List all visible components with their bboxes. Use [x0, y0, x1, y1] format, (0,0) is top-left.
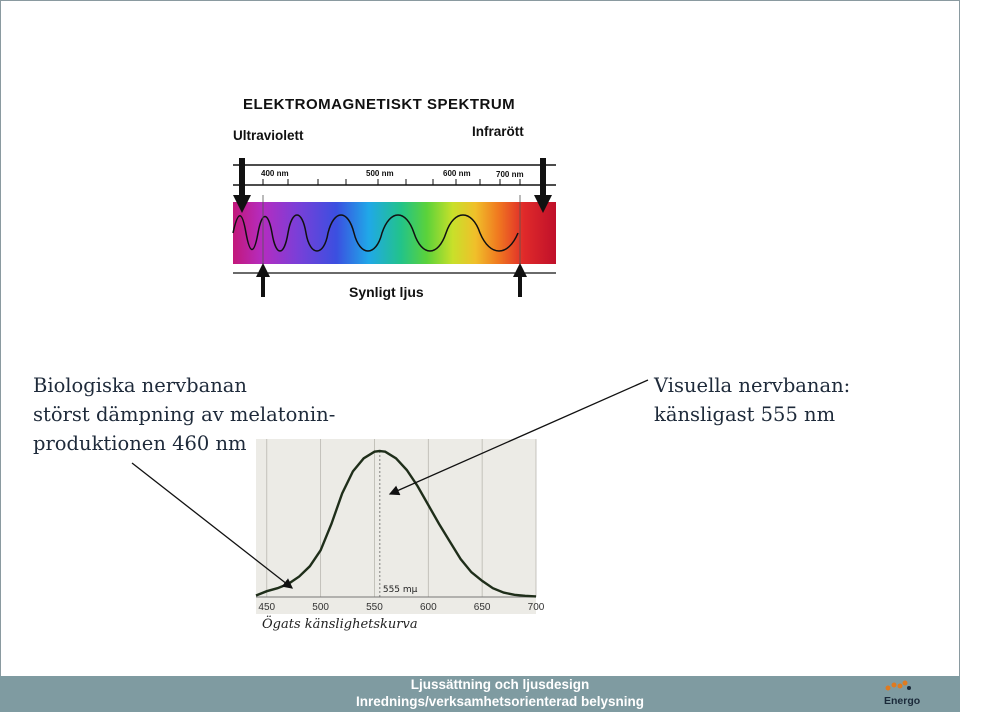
- x-tick-label: 550: [366, 602, 383, 613]
- x-tick-label: 700: [527, 602, 545, 613]
- tick-700: 700 nm: [496, 170, 524, 179]
- x-tick-label: 600: [419, 602, 437, 613]
- biological-pointer-arrow: [132, 463, 292, 588]
- biological-line-1: Biologiska nervbanan: [33, 374, 247, 397]
- x-tick-label: 650: [473, 602, 491, 613]
- footer-subtitle: Inrednings/verksamhetsorienterad belysning: [355, 694, 645, 709]
- x-tick-label: 450: [258, 602, 276, 613]
- biological-line-2: störst dämpning av melatonin-: [33, 403, 336, 426]
- visual-pointer-arrow: [390, 380, 648, 494]
- spectrum-title: ELEKTROMAGNETISKT SPEKTRUM: [243, 96, 516, 113]
- peak-label: 555 mμ: [382, 585, 418, 595]
- tick-400: 400 nm: [261, 169, 289, 178]
- visual-line-1: Visuella nervbanan:: [654, 374, 851, 397]
- logo-text: Energo: [884, 695, 921, 707]
- biological-line-3: produktionen 460 nm: [33, 432, 247, 455]
- footer-title: Ljussättning och ljusdesign: [410, 677, 590, 692]
- ultraviolet-label: Ultraviolett: [233, 128, 304, 143]
- tick-500: 500 nm: [366, 169, 394, 178]
- visible-light-label: Synligt ljus: [349, 284, 424, 300]
- curve-caption: Ögats känslighetskurva: [262, 617, 418, 632]
- visual-line-2: känsligast 555 nm: [654, 403, 836, 426]
- infrared-label: Infrarött: [472, 124, 524, 139]
- tick-600: 600 nm: [443, 169, 471, 178]
- x-tick-label: 500: [312, 602, 329, 613]
